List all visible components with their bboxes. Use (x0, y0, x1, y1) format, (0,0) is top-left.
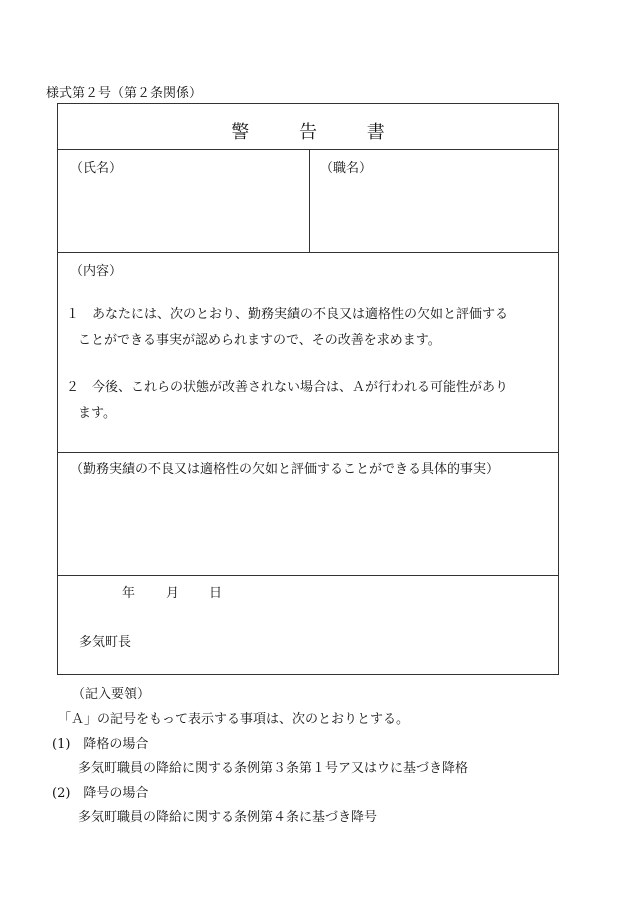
name-label: （氏名） (70, 161, 123, 176)
notes-item-1-body: 多気町職員の降給に関する条例第３条第１号ア又はウに基づき降格 (78, 761, 469, 776)
notes-item-1-title: (1) 降格の場合 (52, 737, 149, 752)
notes-item-2-title: (2) 降号の場合 (52, 786, 149, 801)
divider (58, 575, 558, 576)
notes-item-2-body: 多気町職員の降給に関する条例第４条に基づき降号 (78, 810, 378, 825)
divider (58, 149, 558, 150)
divider (58, 252, 558, 253)
content-item-2-line-2: ます。 (78, 406, 116, 421)
notes-intro: 「Ａ」の記号をもって表示する事項は、次のとおりとする。 (58, 712, 410, 727)
warning-form-table (57, 103, 559, 675)
date-day: 日 (209, 586, 223, 601)
content-item-1-line-2: ことができる事実が認められますので、その改善を求めます。 (78, 333, 441, 348)
notes-heading: （記入要領） (72, 687, 151, 702)
date-year: 年 (122, 586, 136, 601)
facts-label: （勤務実績の不良又は適格性の欠如と評価することができる具体的事実） (70, 462, 500, 477)
issuer: 多気町長 (79, 635, 132, 650)
content-item-1-line-1: １ あなたには、次のとおり、勤務実績の不良又は適格性の欠如と評価する (66, 307, 509, 322)
divider (309, 149, 310, 252)
form-number: 様式第２号（第２条関係） (46, 86, 203, 101)
form-title: 警 告 書 (231, 122, 407, 143)
content-item-2-line-1: ２ 今後、これらの状態が改善されない場合は、Ａが行われる可能性があり (66, 380, 509, 395)
content-label: （内容） (70, 264, 123, 279)
date-month: 月 (166, 586, 180, 601)
position-label: （職名） (320, 161, 373, 176)
divider (58, 452, 558, 453)
